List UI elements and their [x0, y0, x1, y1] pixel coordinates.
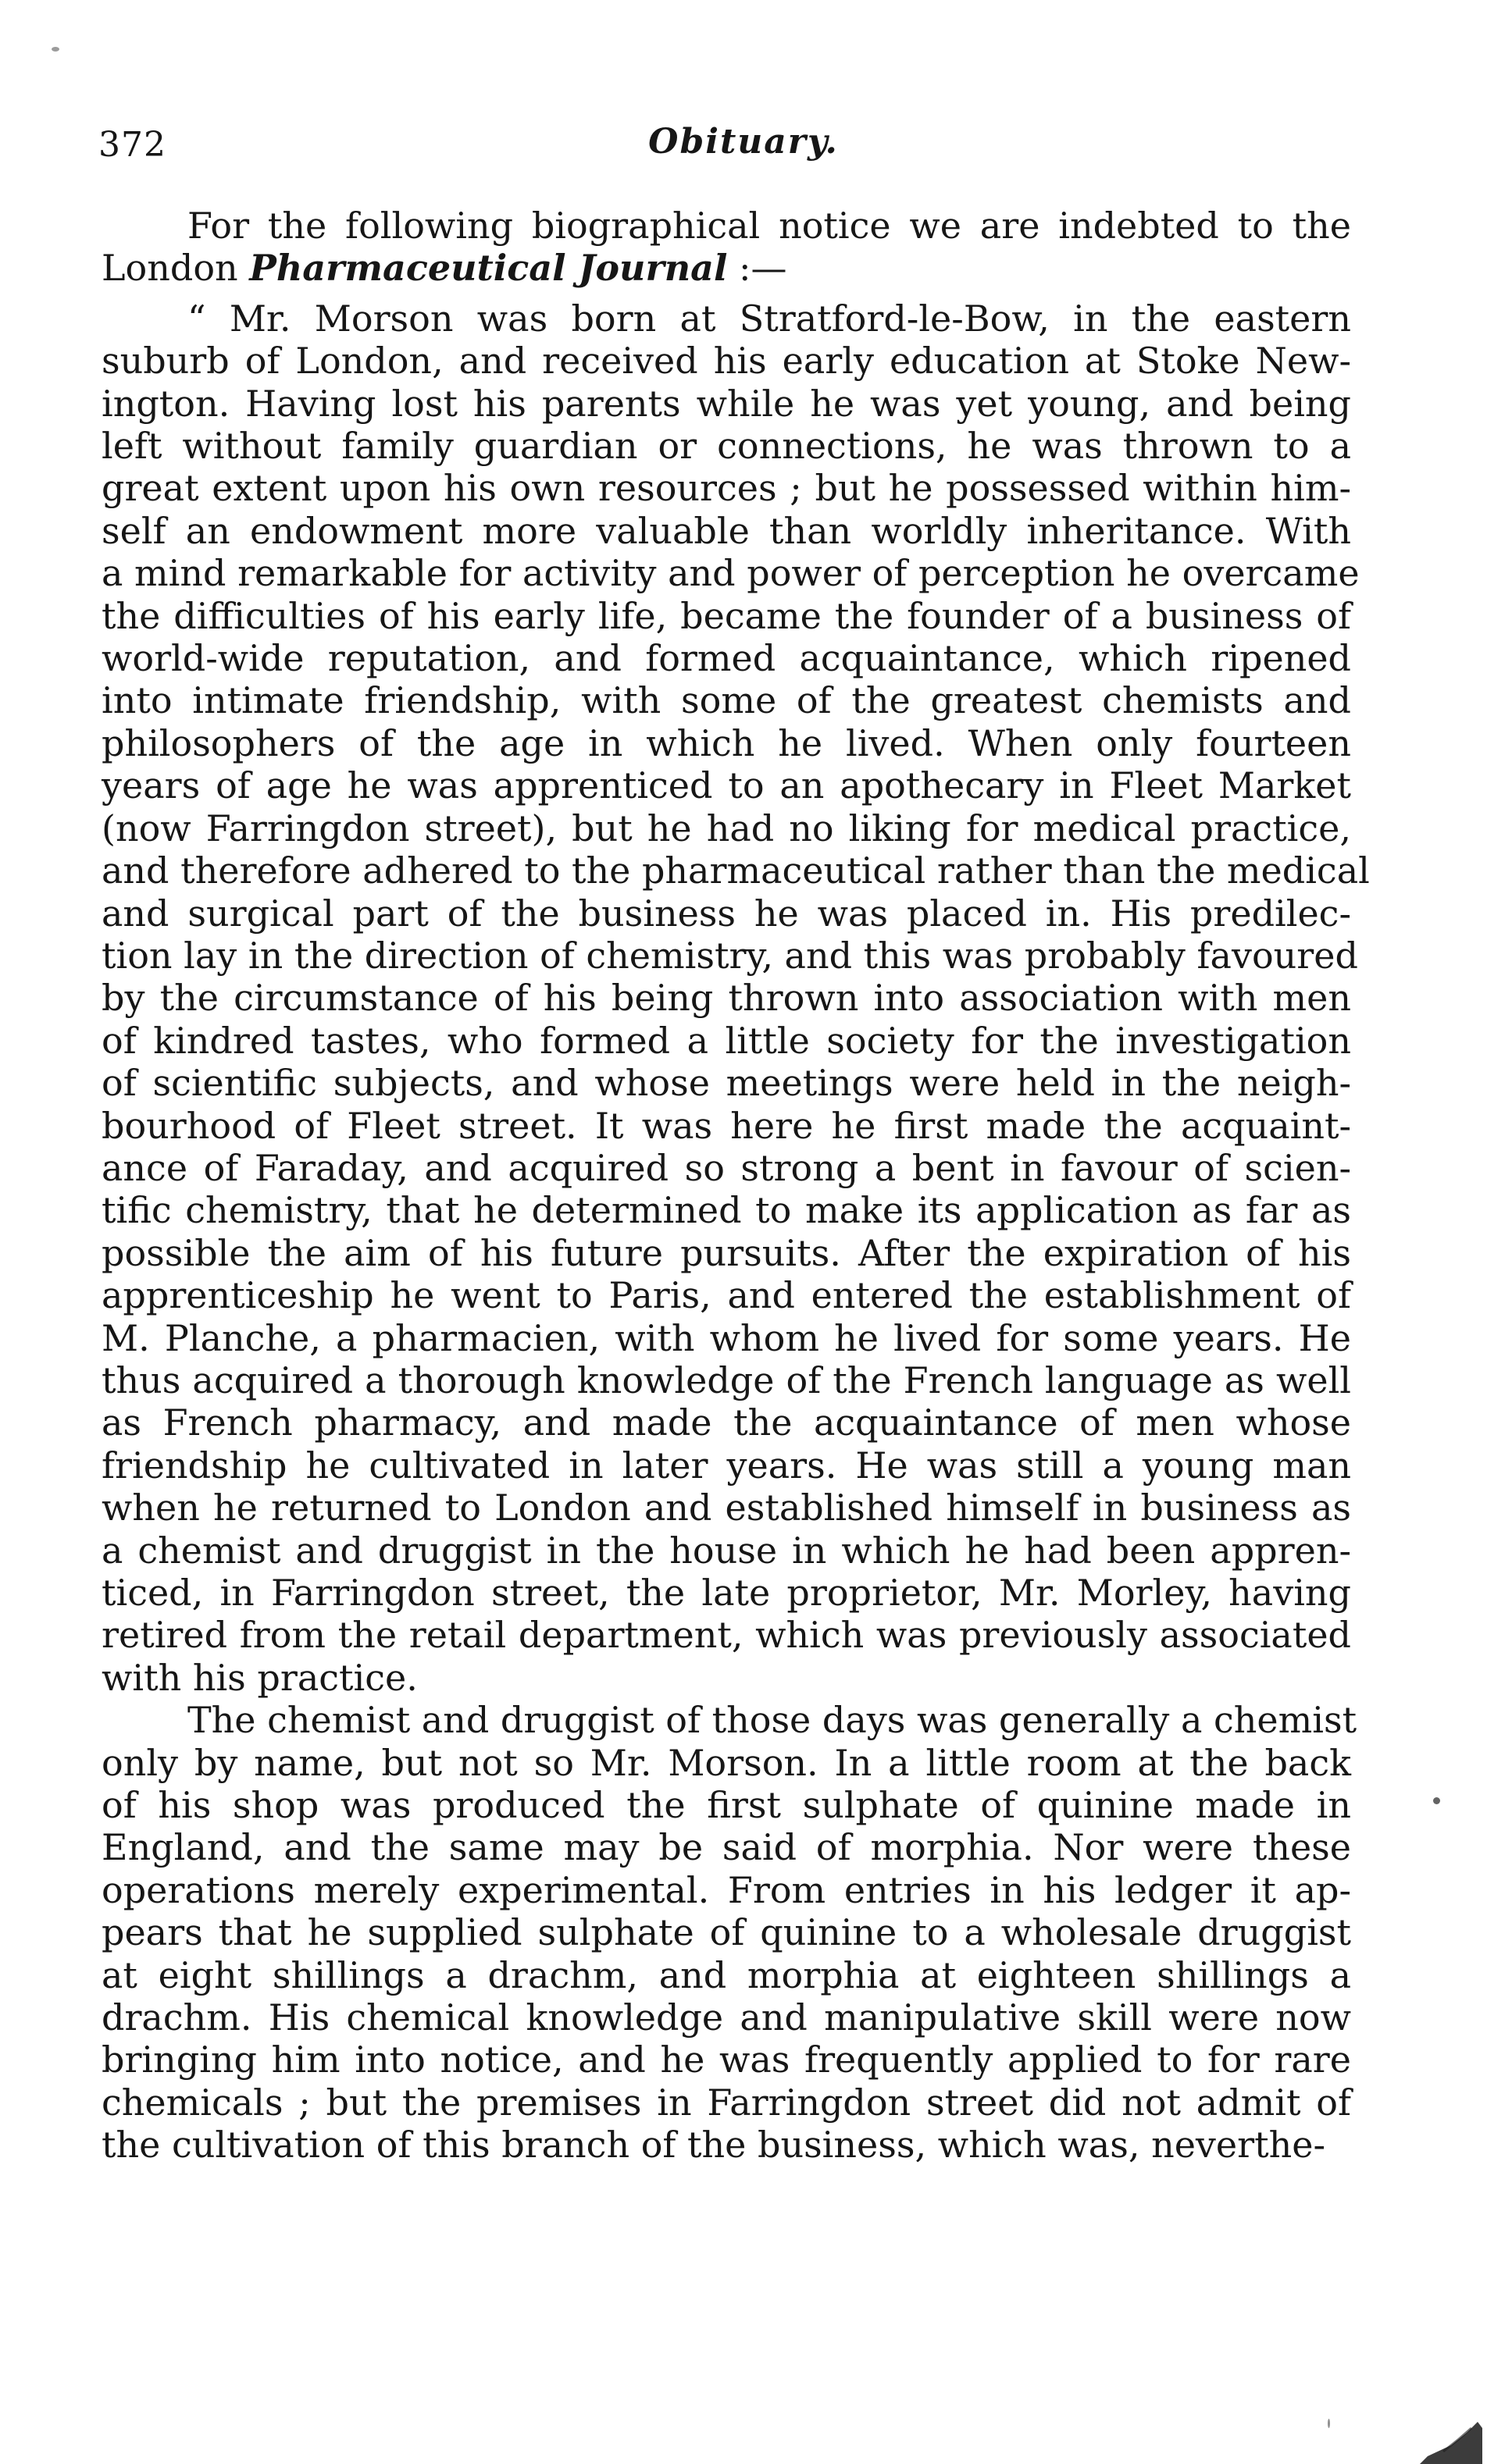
- text-line: bourhood of Fleet street. It was here he first made the acquaint-: [102, 1104, 1351, 1147]
- text-line: apprenticeship he went to Paris, and entered the establishment of: [102, 1274, 1351, 1317]
- print-speck: [52, 47, 59, 52]
- text-line: into intimate friendship, with some of the greatest chemists and: [102, 679, 1351, 722]
- text-line: years of age he was apprenticed to an apothecary in Fleet Market: [102, 764, 1351, 807]
- text-line: and surgical part of the business he was placed in. His predilec-: [102, 892, 1351, 935]
- paragraph-gap: [102, 290, 1351, 297]
- text-line: a chemist and druggist in the house in which he had been appren-: [102, 1529, 1351, 1572]
- text-line: ticed, in Farringdon street, the late proprietor, Mr. Morley, having: [102, 1572, 1351, 1614]
- text-line: England, and the same may be said of morphia. Nor were these: [102, 1826, 1351, 1869]
- italic-title: Pharmaceutical Journal: [249, 247, 728, 290]
- text-line: tific chemistry, that he determined to make its application as far as: [102, 1189, 1351, 1232]
- print-speck: [1328, 2419, 1330, 2428]
- text-line: of kindred tastes, who formed a little society for the investigation: [102, 1019, 1351, 1062]
- paragraph: [102, 297, 1370, 1699]
- text-line: when he returned to London and established himself in business as: [102, 1487, 1351, 1529]
- text-line: retired from the retail department, which was previously associated: [102, 1614, 1351, 1657]
- text-line: ance of Faraday, and acquired so strong a bent in favour of scien-: [102, 1146, 1351, 1189]
- text-line: the difficulties of his early life, became the founder of a business of: [102, 594, 1351, 637]
- text-line: ington. Having lost his parents while he was yet young, and being: [102, 382, 1351, 425]
- text-line: “ Mr. Morson was born at Stratford-le-Bow, in the eastern: [187, 297, 1351, 340]
- text-line: great extent upon his own resources ; but he possessed within him-: [102, 467, 1351, 510]
- running-head: Obituary.: [648, 122, 839, 162]
- text-line: For the following biographical notice we are indebted to the: [187, 205, 1351, 247]
- page-corner-wear: [1420, 2405, 1482, 2464]
- page-number: 372: [98, 125, 166, 165]
- obituary-text: [102, 205, 1370, 2167]
- text-line: and therefore adhered to the pharmaceutical rather than the medical: [102, 849, 1370, 892]
- text-line: of scientific subjects, and whose meetings were held in the neigh-: [102, 1062, 1351, 1105]
- text-line: by the circumstance of his being thrown into association with men: [102, 977, 1351, 1020]
- text-line: M. Planche, a pharmacien, with whom he lived for some years. He: [102, 1316, 1351, 1359]
- text-line: only by name, but not so Mr. Morson. In a little room at the back: [102, 1741, 1351, 1784]
- text-line: chemicals ; but the premises in Farringdon street did not admit of: [102, 2081, 1351, 2124]
- text-segment: :—: [727, 247, 787, 290]
- text-line: as French pharmacy, and made the acquaintance of men whose: [102, 1401, 1351, 1444]
- text-line: (now Farringdon street), but he had no liking for medical practice,: [102, 806, 1351, 849]
- text-line: tion lay in the direction of chemistry, and this was probably favoured: [102, 934, 1358, 977]
- print-speck: [1433, 1797, 1440, 1804]
- text-line: a mind remarkable for activity and power of perception he overcame: [102, 552, 1360, 595]
- text-line: world-wide reputation, and formed acquaintance, which ripened: [102, 637, 1351, 680]
- text-line: pears that he supplied sulphate of quinine to a wholesale druggist: [102, 1911, 1351, 1954]
- paragraph: [102, 205, 1351, 290]
- text-line: operations merely experimental. From entries in his ledger it ap-: [102, 1868, 1351, 1911]
- text-line: The chemist and druggist of those days was generally a chemist: [187, 1699, 1357, 1742]
- paragraph: [102, 1699, 1357, 2167]
- text-line: at eight shillings a drachm, and morphia at eighteen shillings a: [102, 1953, 1351, 1996]
- text-line: thus acquired a thorough knowledge of the French language as well: [102, 1358, 1351, 1401]
- text-line: the cultivation of this branch of the business, which was, neverthe-: [102, 2124, 1325, 2167]
- text-line: philosophers of the age in which he lived. When only fourteen: [102, 721, 1351, 764]
- text-line: suburb of London, and received his early education at Stoke New-: [102, 340, 1351, 383]
- text-line: drachm. His chemical knowledge and manipulative skill were now: [102, 1996, 1351, 2039]
- text-line: self an endowment more valuable than worldly inheritance. With: [102, 509, 1351, 552]
- text-line: with his practice.: [102, 1656, 418, 1699]
- text-line: left without family guardian or connections, he was thrown to a: [102, 425, 1351, 468]
- text-segment: London: [102, 247, 250, 290]
- text-line: bringing him into notice, and he was frequently applied to for rare: [102, 2038, 1351, 2081]
- text-line: [102, 247, 1351, 289]
- text-line: of his shop was produced the first sulphate of quinine made in: [102, 1784, 1351, 1827]
- text-line: possible the aim of his future pursuits. After the expiration of his: [102, 1231, 1351, 1274]
- text-line: friendship he cultivated in later years. He was still a young man: [102, 1444, 1351, 1487]
